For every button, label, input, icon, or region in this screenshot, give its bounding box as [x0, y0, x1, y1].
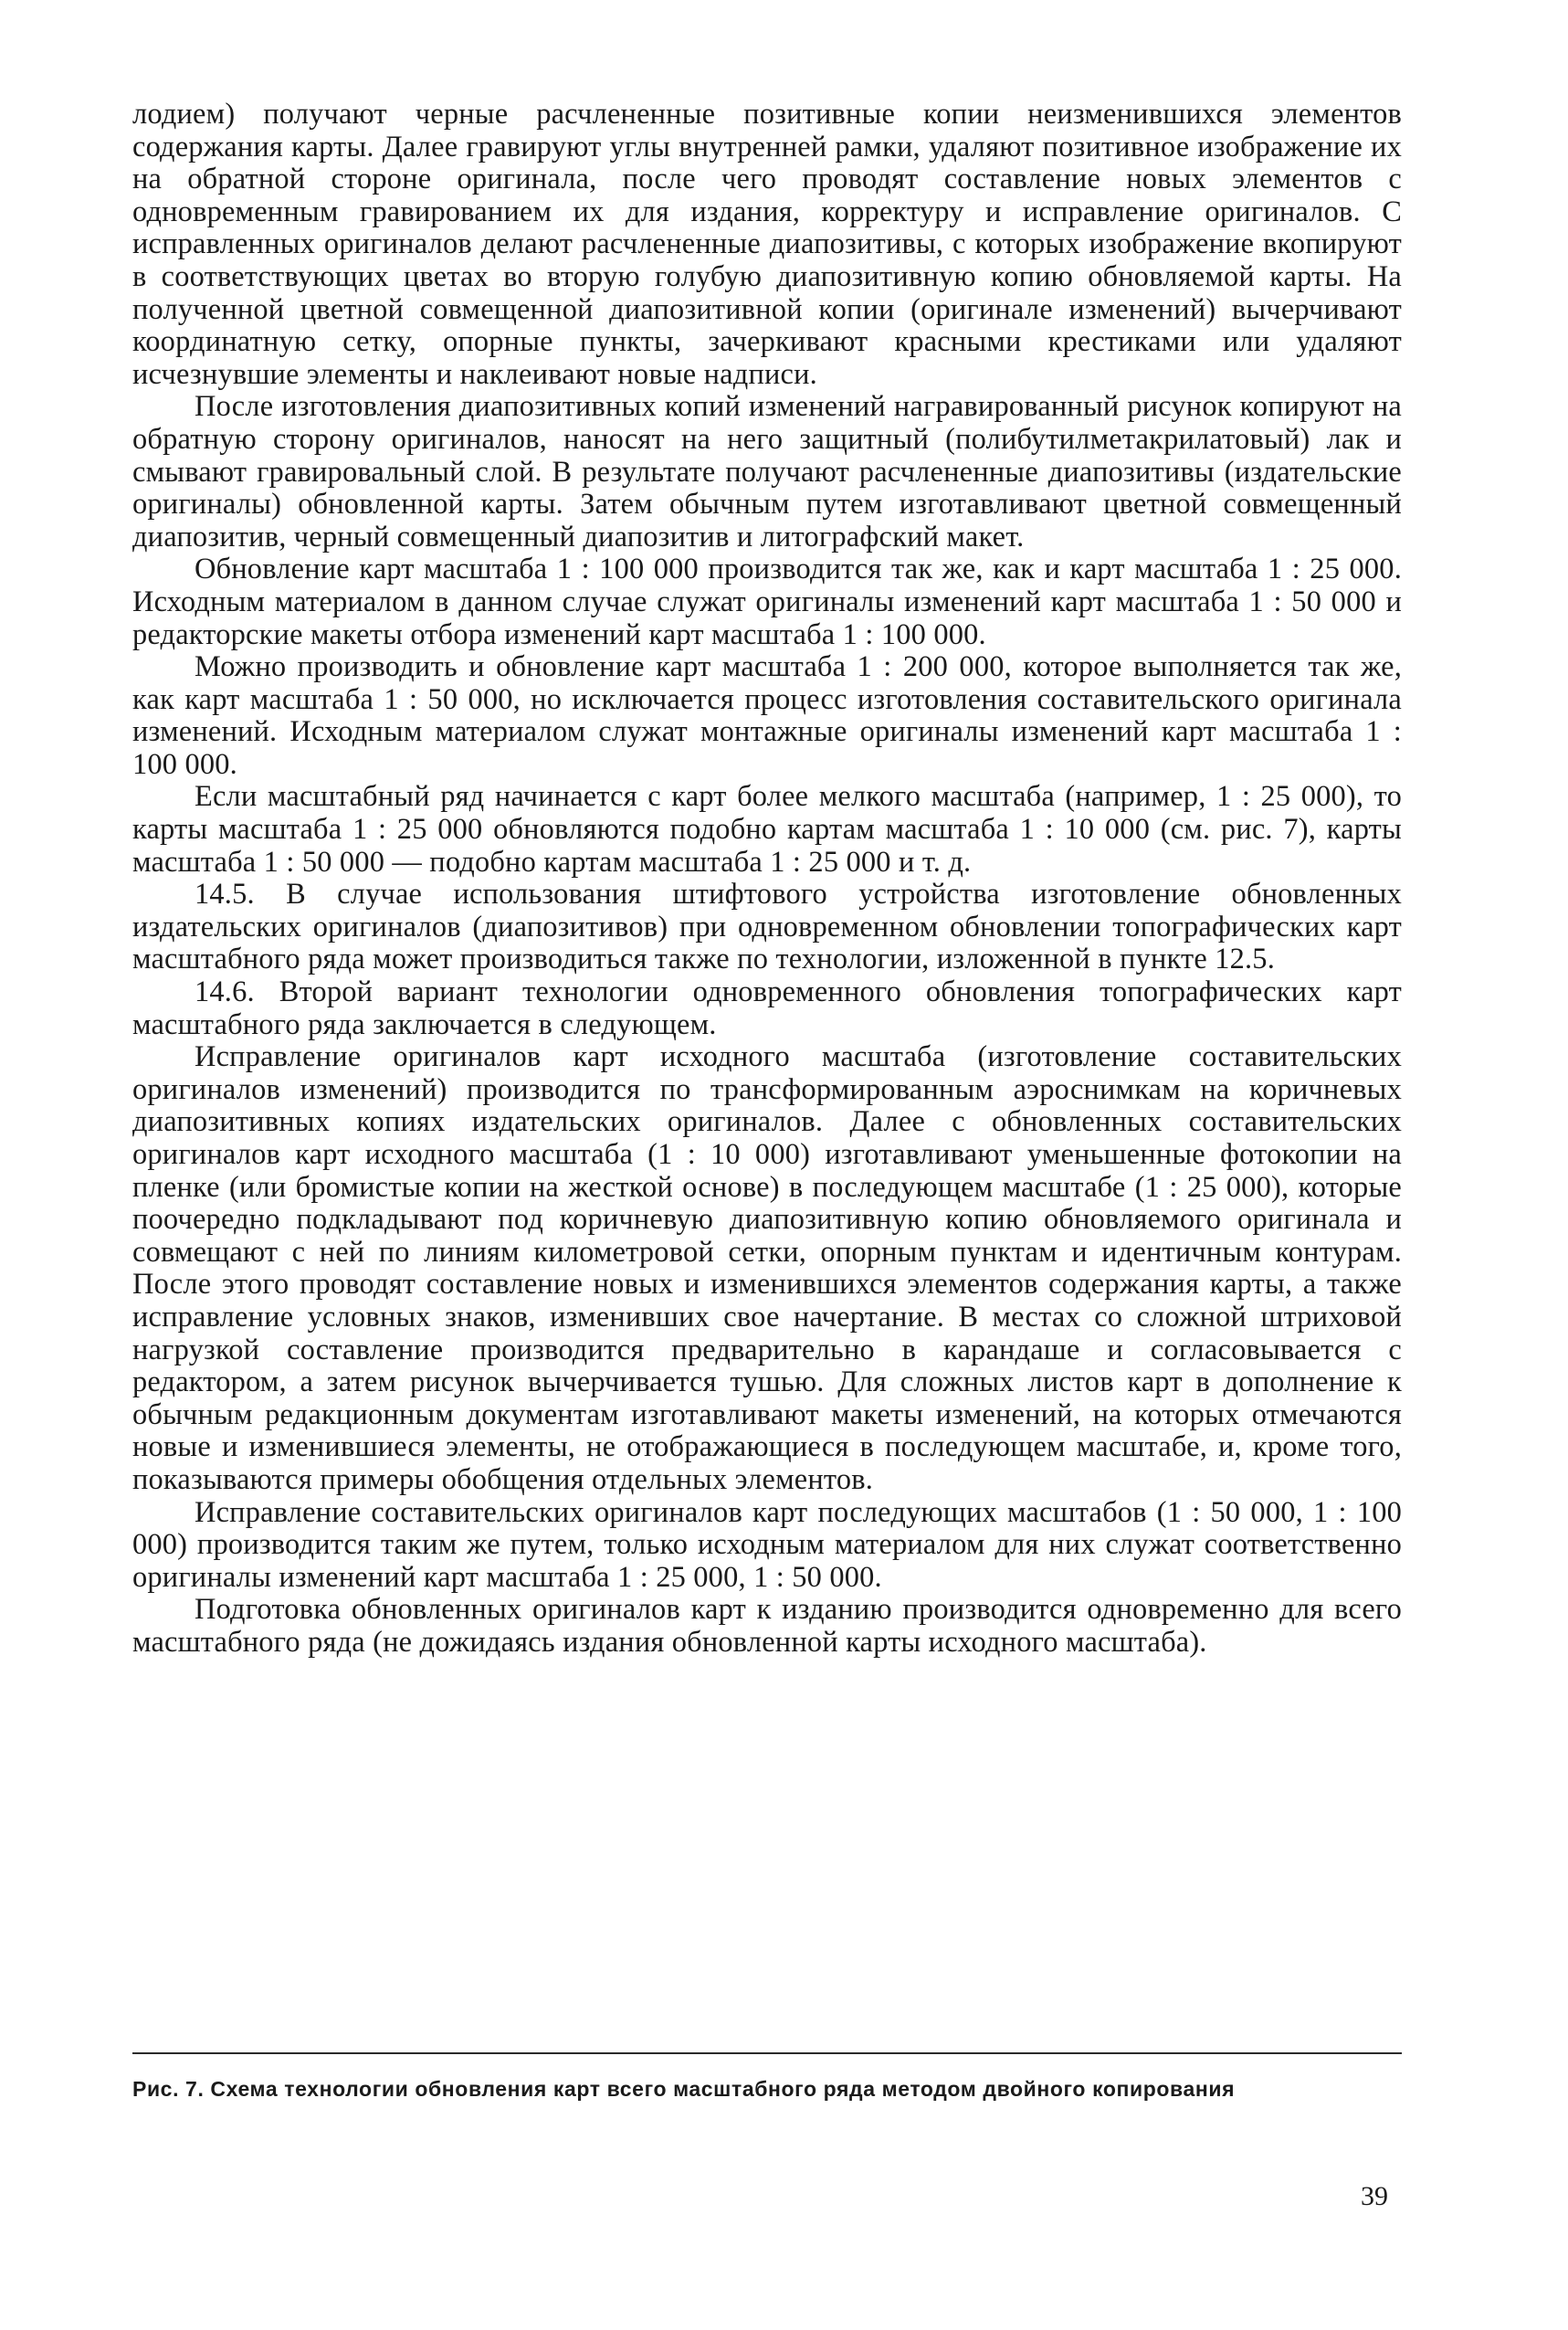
figure-caption: Рис. 7. Схема технологии обновления карт всего масштабного ряда методом двойного копирования [132, 2077, 1236, 2101]
paragraph: лодием) получают черные расчлененные позитивные копии неизменившихся элементов содержания карты. Далее гравируют углы внутренней рамки, удаляют позитивное изображение их на обратной стороне оригинала, после чего проводят составление новых элементов с одновременным гравированием их для издания, корректуру и исправление оригиналов. С исправленных оригиналов делают расчлененные диапозитивы, с которых изображение вкопируют в соответствующих цветах во вторую голубую диапозитивную копию обновляемой карты. На полученной цветной совмещенной диапозитивной копии (оригинале изменений) вычерчивают координатную сетку, опорные пункты, зачеркивают красными крестиками или удаляют исчезнувшие элементы и наклеивают новые надписи. [132, 98, 1402, 391]
document-body [132, 99, 1402, 1660]
paragraph: Можно производить и обновление карт масштаба 1 : 200 000, которое выполняется так же, как карт масштаба 1 : 50 000, но исключается процесс изготовления составительского оригинала изменений. Исходным материалом служат монтажные оригиналы изменений карт масштаба 1 : 100 000. [132, 650, 1402, 781]
paragraph-section-14-5: 14.5. В случае использования штифтового устройства изготовление обновленных издательских оригиналов (диапозитивов) при одновременном обновлении топографических карт масштабного ряда может производиться также по технологии, изложенной в пункте 12.5. [132, 878, 1402, 976]
paragraph: Обновление карт масштаба 1 : 100 000 производится так же, как и карт масштаба 1 : 25 000. Исходным материалом в данном случае служат оригиналы изменений карт масштаба 1 : 50 000 и редакторские макеты отбора изменений карт масштаба 1 : 100 000. [132, 553, 1402, 651]
paragraph-section-14-6: 14.6. Второй вариант технологии одновременного обновления топографических карт масштабного ряда заключается в следующем. [132, 975, 1402, 1041]
page-number: 39 [1361, 2181, 1388, 2211]
paragraph: После изготовления диапозитивных копий изменений награвированный рисунок копируют на обратную сторону оригиналов, наносят на него защитный (полибутилметакрилатовый) лак и смывают гравировальный слой. В результате получают расчлененные диапозитивы (издательские оригиналы) обновленной карты. Затем обычным путем изготавливают цветной совмещенный диапозитив, черный совмещенный диапозитив и литографский макет. [132, 390, 1402, 554]
paragraph: Если масштабный ряд начинается с карт более мелкого масштаба (например, 1 : 25 000), то карты масштаба 1 : 25 000 обновляются подобно картам масштаба 1 : 10 000 (см. рис. 7), карты масштаба 1 : 50 000 — подобно картам масштаба 1 : 25 000 и т. д. [132, 780, 1402, 879]
figure-divider [132, 2052, 1402, 2054]
paragraph: Подготовка обновленных оригиналов карт к изданию производится одновременно для всего масштабного ряда (не дожидаясь издания обновленной карты исходного масштаба). [132, 1593, 1402, 1659]
paragraph: Исправление составительских оригиналов карт последующих масштабов (1 : 50 000, 1 : 100 000) производится таким же путем, только исходным материалом для них служат соответственно оригиналы изменений карт масштаба 1 : 25 000, 1 : 50 000. [132, 1495, 1402, 1594]
paragraph: Исправление оригиналов карт исходного масштаба (изготовление составительских оригиналов изменений) производится по трансформированным аэроснимкам на коричневых диапозитивных копиях издательских оригиналов. Далее с обновленных составительских оригиналов карт исходного масштаба (1 : 10 000) изготавливают уменьшенные фотокопии на пленке (или бромистые копии на жесткой основе) в последующем масштабе (1 : 25 000), которые поочередно подкладывают под коричневую диапозитивную копию обновляемого оригинала и совмещают с ней по линиям километровой сетки, опорным пунктам и идентичным контурам. После этого проводят составление новых и изменившихся элементов содержания карты, а также исправление условных знаков, изменивших свое начертание. В местах со сложной штриховой нагрузкой составление производится предварительно в карандаше и согласовывается с редактором, а затем рисунок вычерчивается тушью. Для сложных листов карт в дополнение к обычным редакционным документам изготавливают макеты изменений, на которых отмечаются новые и изменившиеся элементы, не отображающиеся в последующем масштабе, и, кроме того, показываются примеры обобщения отдельных элементов. [132, 1040, 1402, 1496]
